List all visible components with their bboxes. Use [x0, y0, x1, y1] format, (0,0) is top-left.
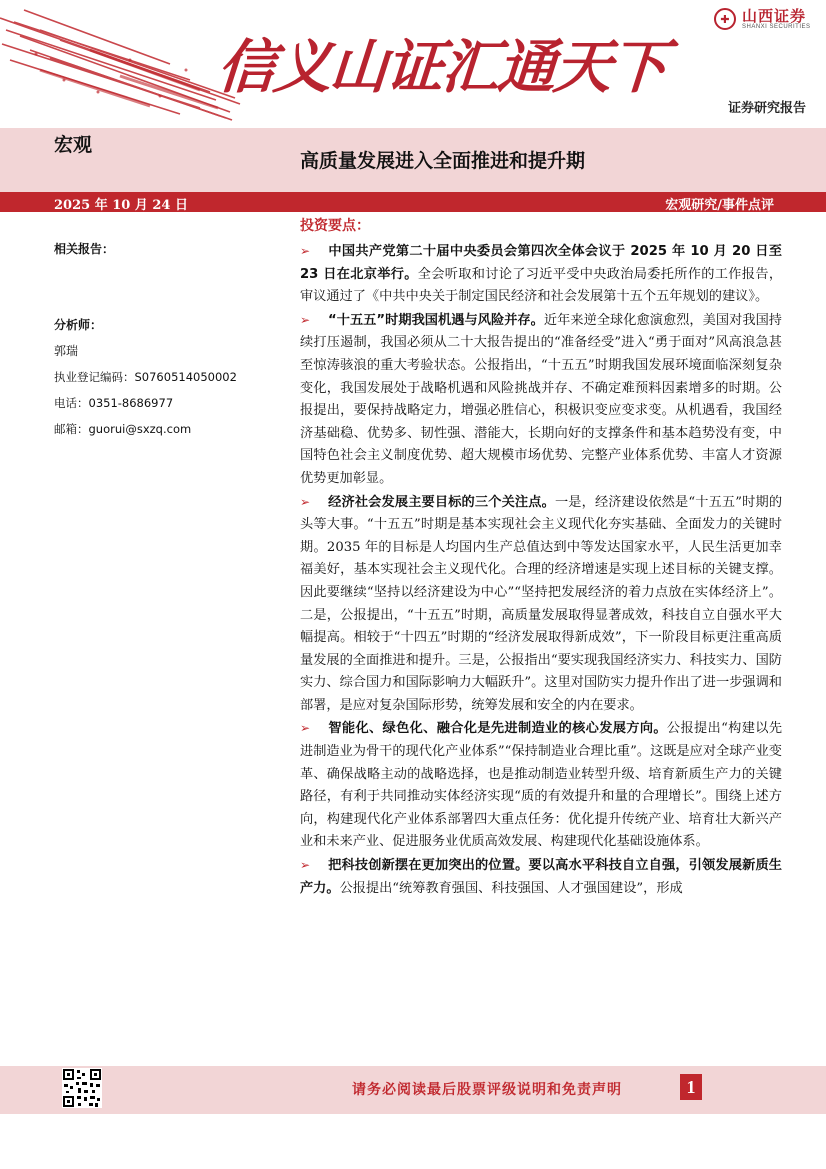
qr-code-icon: [62, 1068, 102, 1108]
phone-row: [54, 394, 173, 412]
page-number: 1: [680, 1074, 702, 1100]
paragraph-body: 公报提出“构建以先进制造业为骨干的现代化产业体系”“保持制造业合理比重”。这既是应对全球产业变革、确保战略主动的战略选择，也是推动制造业转型升级、培育新质生产力的关键路径，有利于共同推动实体经济实现“质的有效提升和量的合理增长”。围绕上述方向，构建现代化产业体系部署四大重点任务：优化提升传统产业、培育壮大新兴产业和未来产业、促进服务业优质高效发展、构建现代化基础设施体系。: [300, 721, 783, 850]
logo-icon: ✚: [714, 8, 736, 30]
paragraph-body: 公报提出“统筹教育强国、科技强国、人才强国建设”，形成: [339, 880, 683, 896]
page-title: 高质量发展进入全面推进和提升期: [300, 150, 586, 172]
report-column: 宏观研究/事件点评: [665, 198, 774, 213]
related-reports-label: 相关报告：: [54, 242, 115, 256]
paragraph: [300, 240, 782, 309]
main-content: [300, 216, 782, 900]
paragraph-body: 全会听取和讨论了习近平受中央政治局委托所作的工作报告，审议通过了《中共中央关于制定国民经济和社会发展第十五个五年规划的建议》。: [300, 266, 783, 305]
analyst-label: 分析师：: [54, 318, 103, 332]
logo-name: 山西证券: [742, 7, 807, 25]
slogan-text: 信义山证汇通天下: [215, 33, 669, 101]
phone-label: 电话：: [54, 396, 89, 410]
logo-english-name: SHANXI SECURITIES: [742, 24, 811, 30]
analyst-name: 郭瑞: [54, 344, 79, 358]
paragraph: [300, 854, 782, 900]
registration-label: 执业登记编码：: [54, 370, 135, 384]
arrow-bullet-icon: ➢: [300, 721, 311, 736]
key-points-title: 投资要点：: [300, 218, 370, 234]
paragraph-lead: “十五五”时期我国机遇与风险并存。: [328, 312, 544, 328]
paragraph: [300, 717, 782, 854]
disclaimer-notice[interactable]: 请务必阅读最后股票评级说明和免责声明: [352, 1082, 622, 1098]
paragraph: [300, 309, 782, 491]
email-row: [54, 420, 191, 438]
report-type-label: 证券研究报告: [727, 101, 806, 116]
paragraph: [300, 491, 782, 718]
arrow-bullet-icon: ➢: [300, 494, 311, 509]
paragraph-lead: 中国共产党第二十届中央委员会第四次全体会议于 2025 年 10 月 20 日至 23 日在北京举行。: [300, 244, 782, 282]
registration-value: S0760514050002: [134, 370, 237, 384]
email-label: 邮箱：: [54, 422, 89, 436]
arrow-bullet-icon: ➢: [300, 858, 311, 873]
paragraph-body: 近年来逆全球化愈演愈烈，美国对我国持续打压遏制，我国必须从二十大报告提出的“准备经受”进入“勇于面对”风高浪急甚至惊涛骇浪的重大考验状态。公报指出，“十五五”时期我国发展环境面临深刻复杂变化，我国发展处于战略机遇和风险挑战并存、不确定难预料因素增多的时期。公报提出，要保持战略定力，增强必胜信心，积极识变应变求变。从机遇看，我国经济基础稳、优势多、韧性强、潜能大，长期向好的支撑条件和基本趋势没有变，中国特色社会主义制度优势、超大规模市场优势、完整产业体系优势、丰富人才资源优势更加彰显。: [300, 312, 782, 486]
company-logo: [714, 8, 811, 30]
paragraph-lead: 经济社会发展主要目标的三个关注点。: [328, 494, 555, 510]
arrow-bullet-icon: ➢: [300, 312, 311, 327]
phone-value: 0351-8686977: [88, 396, 174, 410]
paragraph-lead: 把科技创新摆在更加突出的位置。要以高水平科技自立自强，引领发展新质生产力。: [300, 858, 782, 896]
paragraph-body: 一是，经济建设依然是“十五五”时期的头等大事。“十五五”时期是基本实现社会主义现代化夯实基础、全面发力的关键时期。2035 年的目标是人均国内生产总值达到中等发达国家水平，人民生活更加幸福美好，基本实现社会主义现代化。合理的经济增速是实现上述目标的关键支撑。因此要继续“坚持以经济建设为中心”“坚持把发展经济的着力点放在实体经济上”。二是，公报提出，“十五五”时期，高质量发展取得显著成效，科技自立自强水平大幅提高。相较于“十四五”时期的“经济发展取得新成效”，下一阶段目标更注重高质量发展的全面推进和提升。三是，公报指出“要实现我国经济实力、科技实力、国防实力、综合国力和国际影响力大幅跃升”。这里对国防实力提升作出了进一步强调和部署，是应对复杂国际形势，统筹发展和安全的内在要求。: [300, 494, 783, 713]
email-value[interactable]: guorui@sxzq.com: [88, 422, 192, 436]
arrow-bullet-icon: ➢: [300, 244, 311, 258]
registration-row: [54, 368, 237, 386]
paragraph-lead: 智能化、绿色化、融合化是先进制造业的核心发展方向。: [328, 721, 667, 737]
header-banner: [0, 0, 826, 128]
report-category: 宏观: [54, 134, 93, 156]
report-date: 2025 年 10 月 24 日: [54, 198, 188, 213]
